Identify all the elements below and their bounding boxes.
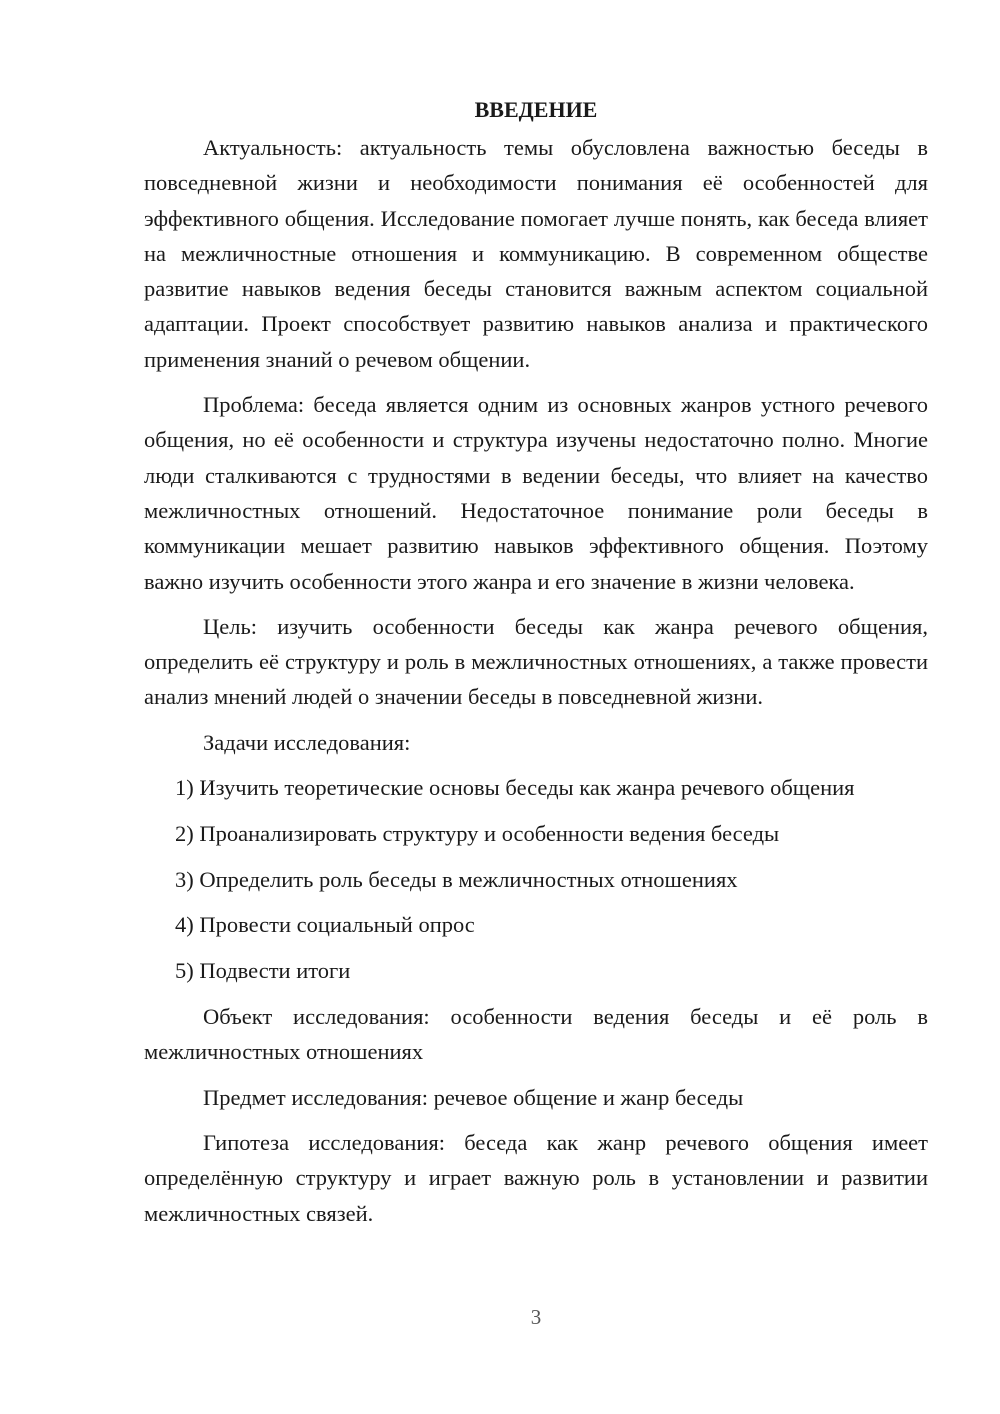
task-item: 2) Проанализировать структуру и особенности ведения беседы: [175, 820, 780, 846]
page-title: ВВЕДЕНИЕ: [474, 97, 598, 122]
tasks-heading: Задачи исследования:: [203, 729, 411, 755]
hypothesis-paragraph: Гипотеза исследования: беседа как жанр речевого общения имеет определённую структуру и играет важную роль в установлении и развитии межличностных связей.: [144, 1129, 928, 1226]
task-item: 3) Определить роль беседы в межличностных отношениях: [175, 866, 738, 892]
goal-paragraph: Цель: изучить особенности беседы как жанра речевого общения, определить её структуру и роль в межличностных отношениях, а также провести анализ мнений людей о значении беседы в повседневной жизни.: [144, 613, 928, 710]
relevance-paragraph: Актуальность: актуальность темы обусловлена важностью беседы в повседневной жизни и необходимости понимания её особенностей для эффективного общения. Исследование помогает лучше понять, как беседа влияет на межличностные отношения и коммуникацию. В современном обществе развитие навыков ведения беседы становится важным аспектом социальной адаптации. Проект способствует развитию навыков анализа и практического применения знаний о речевом общении.: [144, 135, 928, 372]
task-item: 4) Провести социальный опрос: [175, 912, 475, 938]
page-number: 3: [530, 1305, 542, 1329]
task-item: 5) Подвести итоги: [175, 958, 351, 984]
task-item: 1) Изучить теоретические основы беседы как жанра речевого общения: [175, 775, 855, 801]
problem-paragraph: Проблема: беседа является одним из основных жанров устного речевого общения, но её особенности и структура изучены недостаточно полно. Многие люди сталкиваются с трудностями в ведении беседы, что влияет на качество межличностных отношений. Недостаточное понимание роли беседы в коммуникации мешает развитию навыков эффективного общения. Поэтому важно изучить особенности этого жанра и его значение в жизни человека.: [144, 392, 928, 594]
subject-paragraph: Предмет исследования: речевое общение и жанр беседы: [203, 1084, 744, 1110]
tasks-list: [144, 770, 928, 988]
document-page: [144, 92, 928, 1241]
object-paragraph: Объект исследования: особенности ведения беседы и её роль в межличностных отношениях: [144, 1004, 928, 1065]
